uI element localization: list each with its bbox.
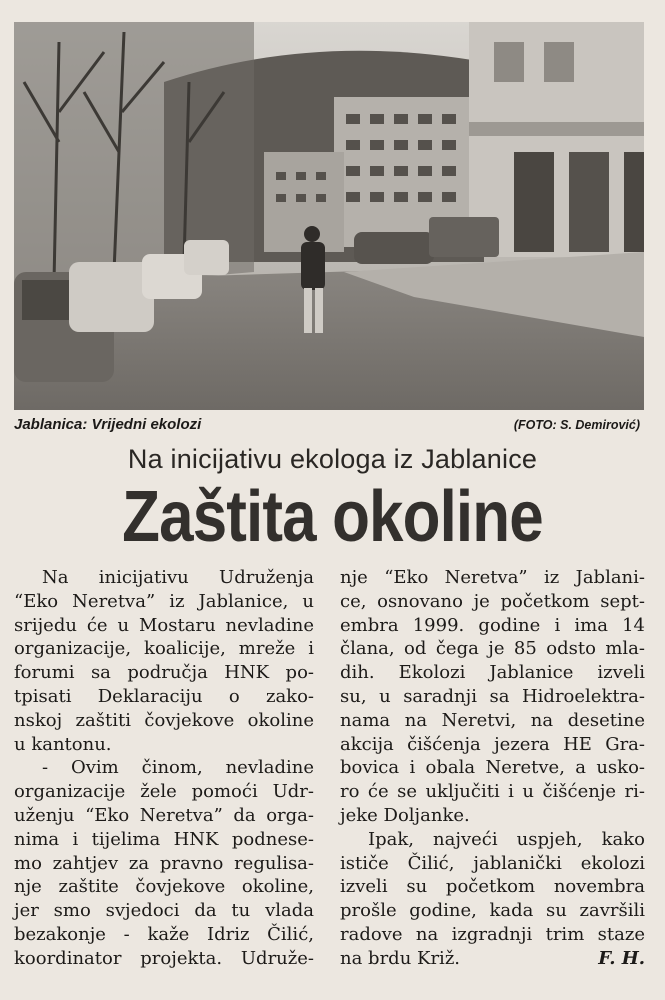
article-column-2 [340,566,645,971]
photo-credit: (FOTO: S. Demirović) [513,418,640,432]
street-photo-icon [14,22,644,410]
text-line: Na inicijativu Udruženja [42,567,314,588]
text-line: akcija čišćenja jezera HE Gra- [340,733,645,755]
text-line: jer smo svjedoci da tu vlada [14,900,314,922]
text-line: tpisati Deklaraciju o zako- [14,685,314,707]
text-line: na brdu Križ. [340,947,461,969]
photo-caption [14,416,644,438]
text-line: su, u saradnji sa Hidroelektra- [340,685,645,707]
article-photo [14,22,644,410]
text-line: dih. Ekolozi Jablanice izveli [340,662,645,684]
author-initials: F. H. [598,947,645,969]
text-line: izveli su početkom novembra [340,876,645,898]
text-line-signature [340,947,645,971]
text-line: člana, od čega je 85 odsto mla- [340,638,645,660]
text-line: embra 1999. godine i ima 14 [340,614,645,636]
text-line: koordinator projekta. Udruže- [14,947,314,969]
text-line: - Ovim činom, nevladine [42,757,314,779]
text-line: forumi sa područja HNK po- [14,662,314,684]
text-line: u kantonu. [14,733,112,755]
text-line: nje “Eko Neretva” iz Jablani- [340,567,645,588]
article-column-1 [14,566,314,971]
caption-text: Jablanica: Vrijedni ekolozi [14,416,202,433]
text-line: organizacije žele pomoći Udr- [14,781,314,803]
text-line: nje zaštite čovjekove okoline, [14,876,314,898]
text-line: nima i tijelima HNK podnese- [14,828,314,850]
text-line: “Eko Neretva” iz Jablanice, u [14,590,314,612]
text-line: ce, osnovano je početkom sept- [340,590,645,612]
text-line: Ipak, najveći uspjeh, kako [368,828,645,850]
text-line: organizacije, koalicije, mreže i [14,638,314,660]
text-line: nskoj zaštiti čovjekove okoline [14,709,314,731]
text-line: nama na Neretvi, na desetine [340,709,645,731]
article-headline: Zaštita okoline [122,477,543,557]
text-line: mo zahtjev za pravno regulisa- [14,852,314,874]
text-line: radove na izgradnji trim staze [340,923,645,945]
text-line: srijedu će u Mostaru nevladine [14,614,314,636]
text-line: ro će se uključiti i u čišćenje ri- [340,781,645,803]
text-line: jeke Doljanke. [340,804,470,826]
text-line: bovica i obala Neretve, a usko- [340,757,645,779]
text-line: bezakonje - kaže Idriz Čilić, [14,923,314,945]
text-line: prošle godine, kada su završili [340,900,645,922]
text-line: ističe Čilić, jablanički ekolozi [340,852,645,874]
text-line: uženju “Eko Neretva” da orga- [14,804,314,826]
article-kicker: Na inicijativu ekologa iz Jablanice [127,444,538,474]
